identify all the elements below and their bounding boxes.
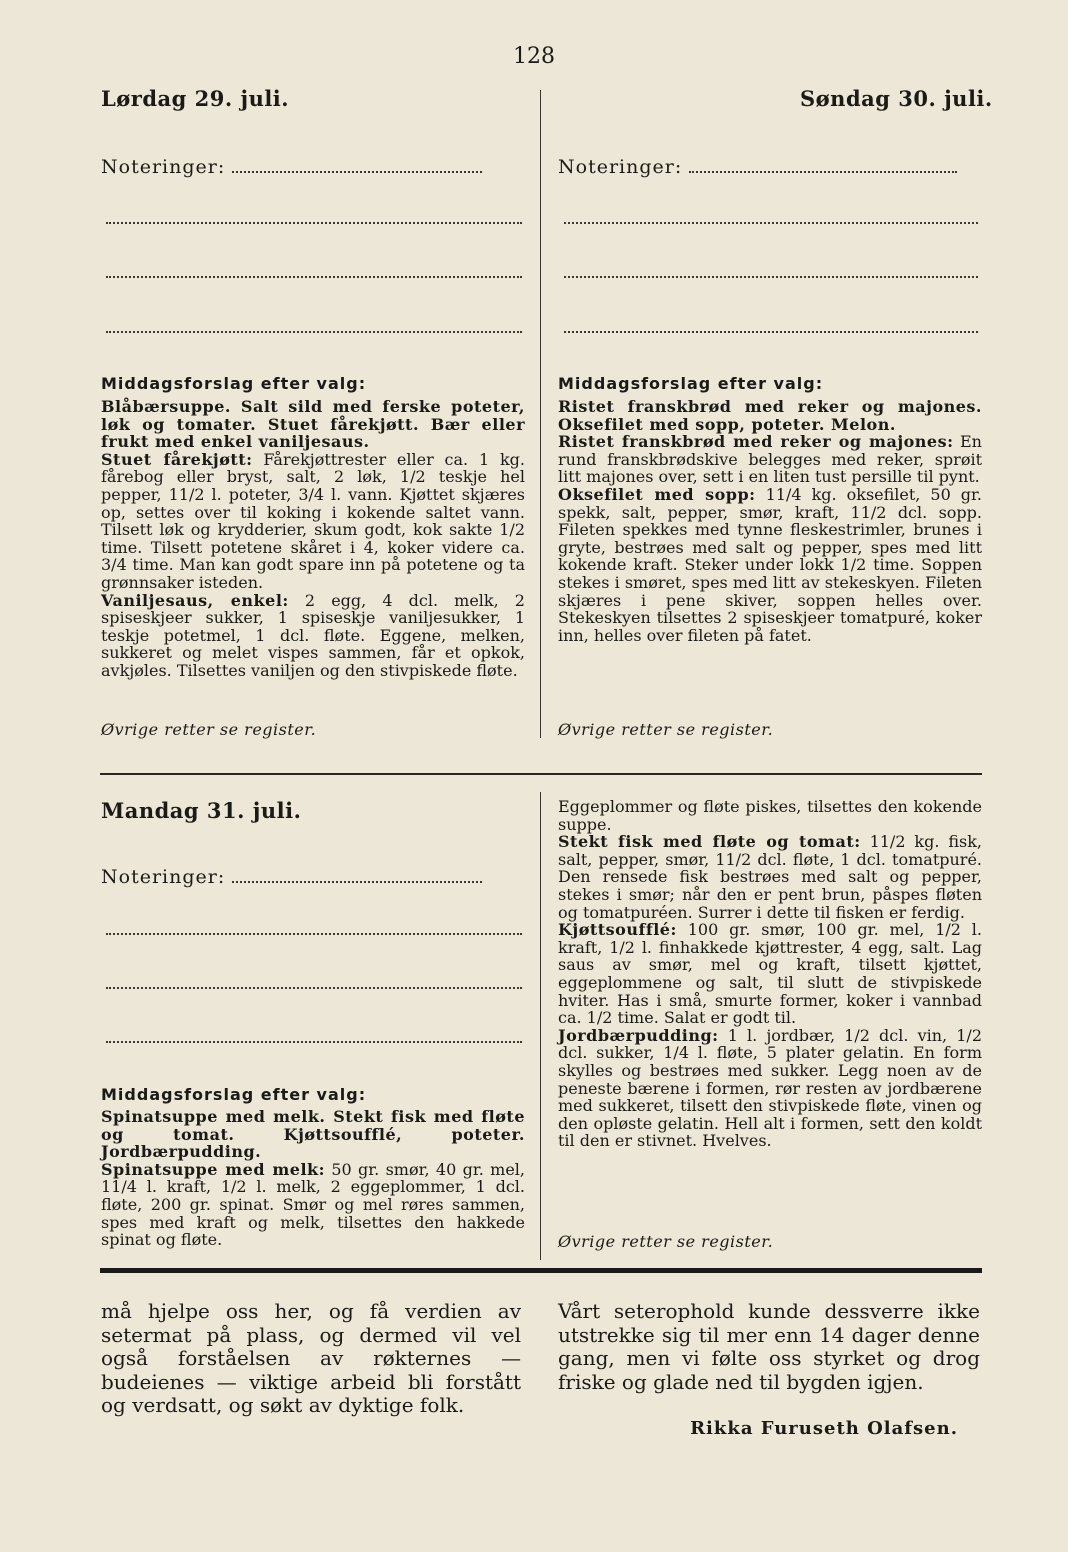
sunday-notes-line-2 [564,276,978,278]
letter-signature: Rikka Furuseth Olafsen. [690,1418,958,1439]
saturday-recipe2-text: 2 egg, 4 dcl. melk, 2 spiseskjeer sukker, 1 spiseskje vaniljesukker, 1 teskje potetmel, 1 dcl. fløte. Eggene, melken, sukkeret og melet vispes sammen, får et opkok, avkjøles. Tilsettes vaniljen og den stivpiskede fløte. [101,590,525,680]
saturday-recipe1-text: Fårekjøttrester eller ca. 1 kg. fårebog eller bryst, salt, 2 løk, 1/2 teskje hel pepper, 11/2 l. poteter, 3/4 l. vann. Kjøttet skjæres op, settes over til koking i kokende saltet vann. Tilsett løk og krydderier, skum godt, kok sakte 1/2 time. Tilsett potetene skåret i 4, koker videre ca. 3/4 time. Man kan godt spare inn på potetene og ta grønnsaker isteden. [101,449,525,592]
saturday-menu-body [101,398,525,680]
sunday-recipe1-text: En rund franskbrødskive belegges med reker, sprøit litt majones over, sett i en liten tust persille til pynt. [558,432,982,487]
heavy-rule [100,1268,982,1273]
sunday-notes-label [558,156,978,178]
sunday-menu-label: Middagsforslag efter valg: [558,374,824,393]
saturday-menu-intro: Blåbærsuppe. Salt sild med ferske poteter, løk og tomater. Stuet fårekjøtt. Bær eller frukt med enkel vaniljesaus. [101,397,525,452]
sunday-recipe2-title: Oksefilet med sopp: [558,484,756,504]
monday-recipe1-text: 50 gr. smør, 40 gr. mel, 11/4 l. kraft, 1/2 l. melk, 2 eggeplommer, 1 dcl. fløte, 200 gr. spinat. Smør og mel røres sammen, spes med kraft og melk, tilsettes den hakkede spinat og fløte. [101,1159,526,1250]
monday-notes-line-1 [106,933,522,935]
saturday-menu-label: Middagsforslag efter valg: [101,374,367,393]
saturday-heading: Lørdag 29. juli. [101,86,290,111]
monday-recipe2-text: 11/2 kg. fisk, salt, pepper, smør, 11/2 dcl. fløte, 1 dcl. tomatpuré. Den rensede fisk bestrøes med salt og pepper, stekes i smør; når den er pent brun, påspes fløten og tomatpuréen. Surrer i dette til fisken er ferdig. [558,832,982,922]
monday-notes-dots [232,867,482,883]
letter-left-text: må hjelpe oss her, og få verdien av setermat på plass, og dermed vil vel også forståelsen av røkternes — budeienes — viktige arbeid bli forstått og verdsatt, og søkt av dyktige folk. [101,1299,521,1417]
page-number: 128 [513,44,555,69]
letter-right-text: Vårt seterophold kunde dessverre ikke utstrekke sig til mer enn 14 dager denne gang, men vi følte oss styrket og drog friske og glade ned til bygden igjen. [558,1299,980,1394]
monday-heading: Mandag 31. juli. [101,798,302,823]
monday-menu-body [101,1108,525,1249]
letter-left-column [101,1300,521,1418]
sunday-notes-dots [689,157,957,173]
saturday-notes-text: Noteringer: [101,156,226,178]
monday-notes-label [101,866,521,888]
saturday-footer: Øvrige retter se register. [101,720,317,739]
sunday-menu-intro: Ristet franskbrød med reker og majones. Oksefilet med sopp, poteter. Melon. [558,397,982,434]
sunday-menu-body [558,398,982,644]
monday-recipe3-title: Kjøttsoufflé: [558,920,677,940]
monday-recipe4-text: 1 l. jordbær, 1/2 dcl. vin, 1/2 dcl. sukker, 1/4 l. fløte, 5 plater gelatin. En form skylles og bestrøes med sukker. Legg noen av de peneste bærene i formen, rør resten av jordbærene med sukkeret, tilsett den stivpiskede fløte, vinen og den opløste gelatin. Hell alt i formen, sett den koldt til den er stivnet. Hvelves. [558,1025,982,1151]
saturday-notes-line-2 [106,276,522,278]
sunday-notes-text: Noteringer: [558,156,683,178]
sunday-recipe2-text: 11/4 kg. oksefilet, 50 gr. spekk, salt, pepper, smør, kraft, 11/2 dcl. sopp. Fileten spekkes med tynne fleskestrimler, brunes i gryte, bestrøes med salt og pepper, spes med litt kokende kraft. Steker under lokk 1/2 time. Soppen stekes i smøret, spes med litt av stekeskyen. Fileten skjæres i pene skiver, soppen helles over. Stekeskyen tilsettes 2 spiseskjeer tomatpuré, koker inn, helles over fileten på fatet. [558,484,983,645]
saturday-recipe2-title: Vaniljesaus, enkel: [101,590,289,610]
column-divider-top [540,90,541,738]
sunday-notes-line-3 [564,331,978,333]
saturday-notes-label [101,156,521,178]
monday-menu-intro: Spinatsuppe med melk. Stekt fisk med fløte og tomat. Kjøttsoufflé, poteter. Jordbærpudding. [101,1107,525,1162]
column-divider-middle [540,792,541,1260]
sunday-heading: Søndag 30. juli. [800,86,993,111]
monday-recipe2-title: Stekt fisk med fløte og tomat: [558,832,861,852]
sunday-notes-line-1 [564,222,978,224]
monday-recipe3-text: 100 gr. smør, 100 gr. mel, 1/2 l. kraft, 1/2 l. finhakkede kjøttrester, 4 egg, salt. Lag saus av smør, mel og kraft, tilsett kjøttet, eggeplommene og salt, til slutt de stivpiskede hviter. Has i små, smurte former, koker i vannbad ca. 1/2 time. Salat er godt til. [558,920,983,1028]
monday-notes-text: Noteringer: [101,866,226,888]
monday-cont-text: Eggeplommer og fløte piskes, tilsettes den kokende suppe. [558,797,982,834]
sunday-footer: Øvrige retter se register. [558,720,774,739]
monday-notes-line-2 [106,987,522,989]
saturday-notes-line-3 [106,331,522,333]
monday-continued-body [558,798,982,1150]
saturday-notes-line-1 [106,222,522,224]
saturday-notes-dots [232,157,482,173]
monday-recipe1-title: Spinatsuppe med melk: [101,1159,326,1179]
monday-footer: Øvrige retter se register. [558,1232,774,1251]
sunday-recipe1-title: Ristet franskbrød med reker og majones: [558,432,954,452]
monday-menu-label: Middagsforslag efter valg: [101,1085,367,1104]
monday-notes-line-3 [106,1041,522,1043]
saturday-recipe1-title: Stuet fårekjøtt: [101,449,253,469]
letter-right-column [558,1300,980,1394]
section-separator [100,773,982,775]
monday-recipe4-title: Jordbærpudding: [558,1025,719,1045]
